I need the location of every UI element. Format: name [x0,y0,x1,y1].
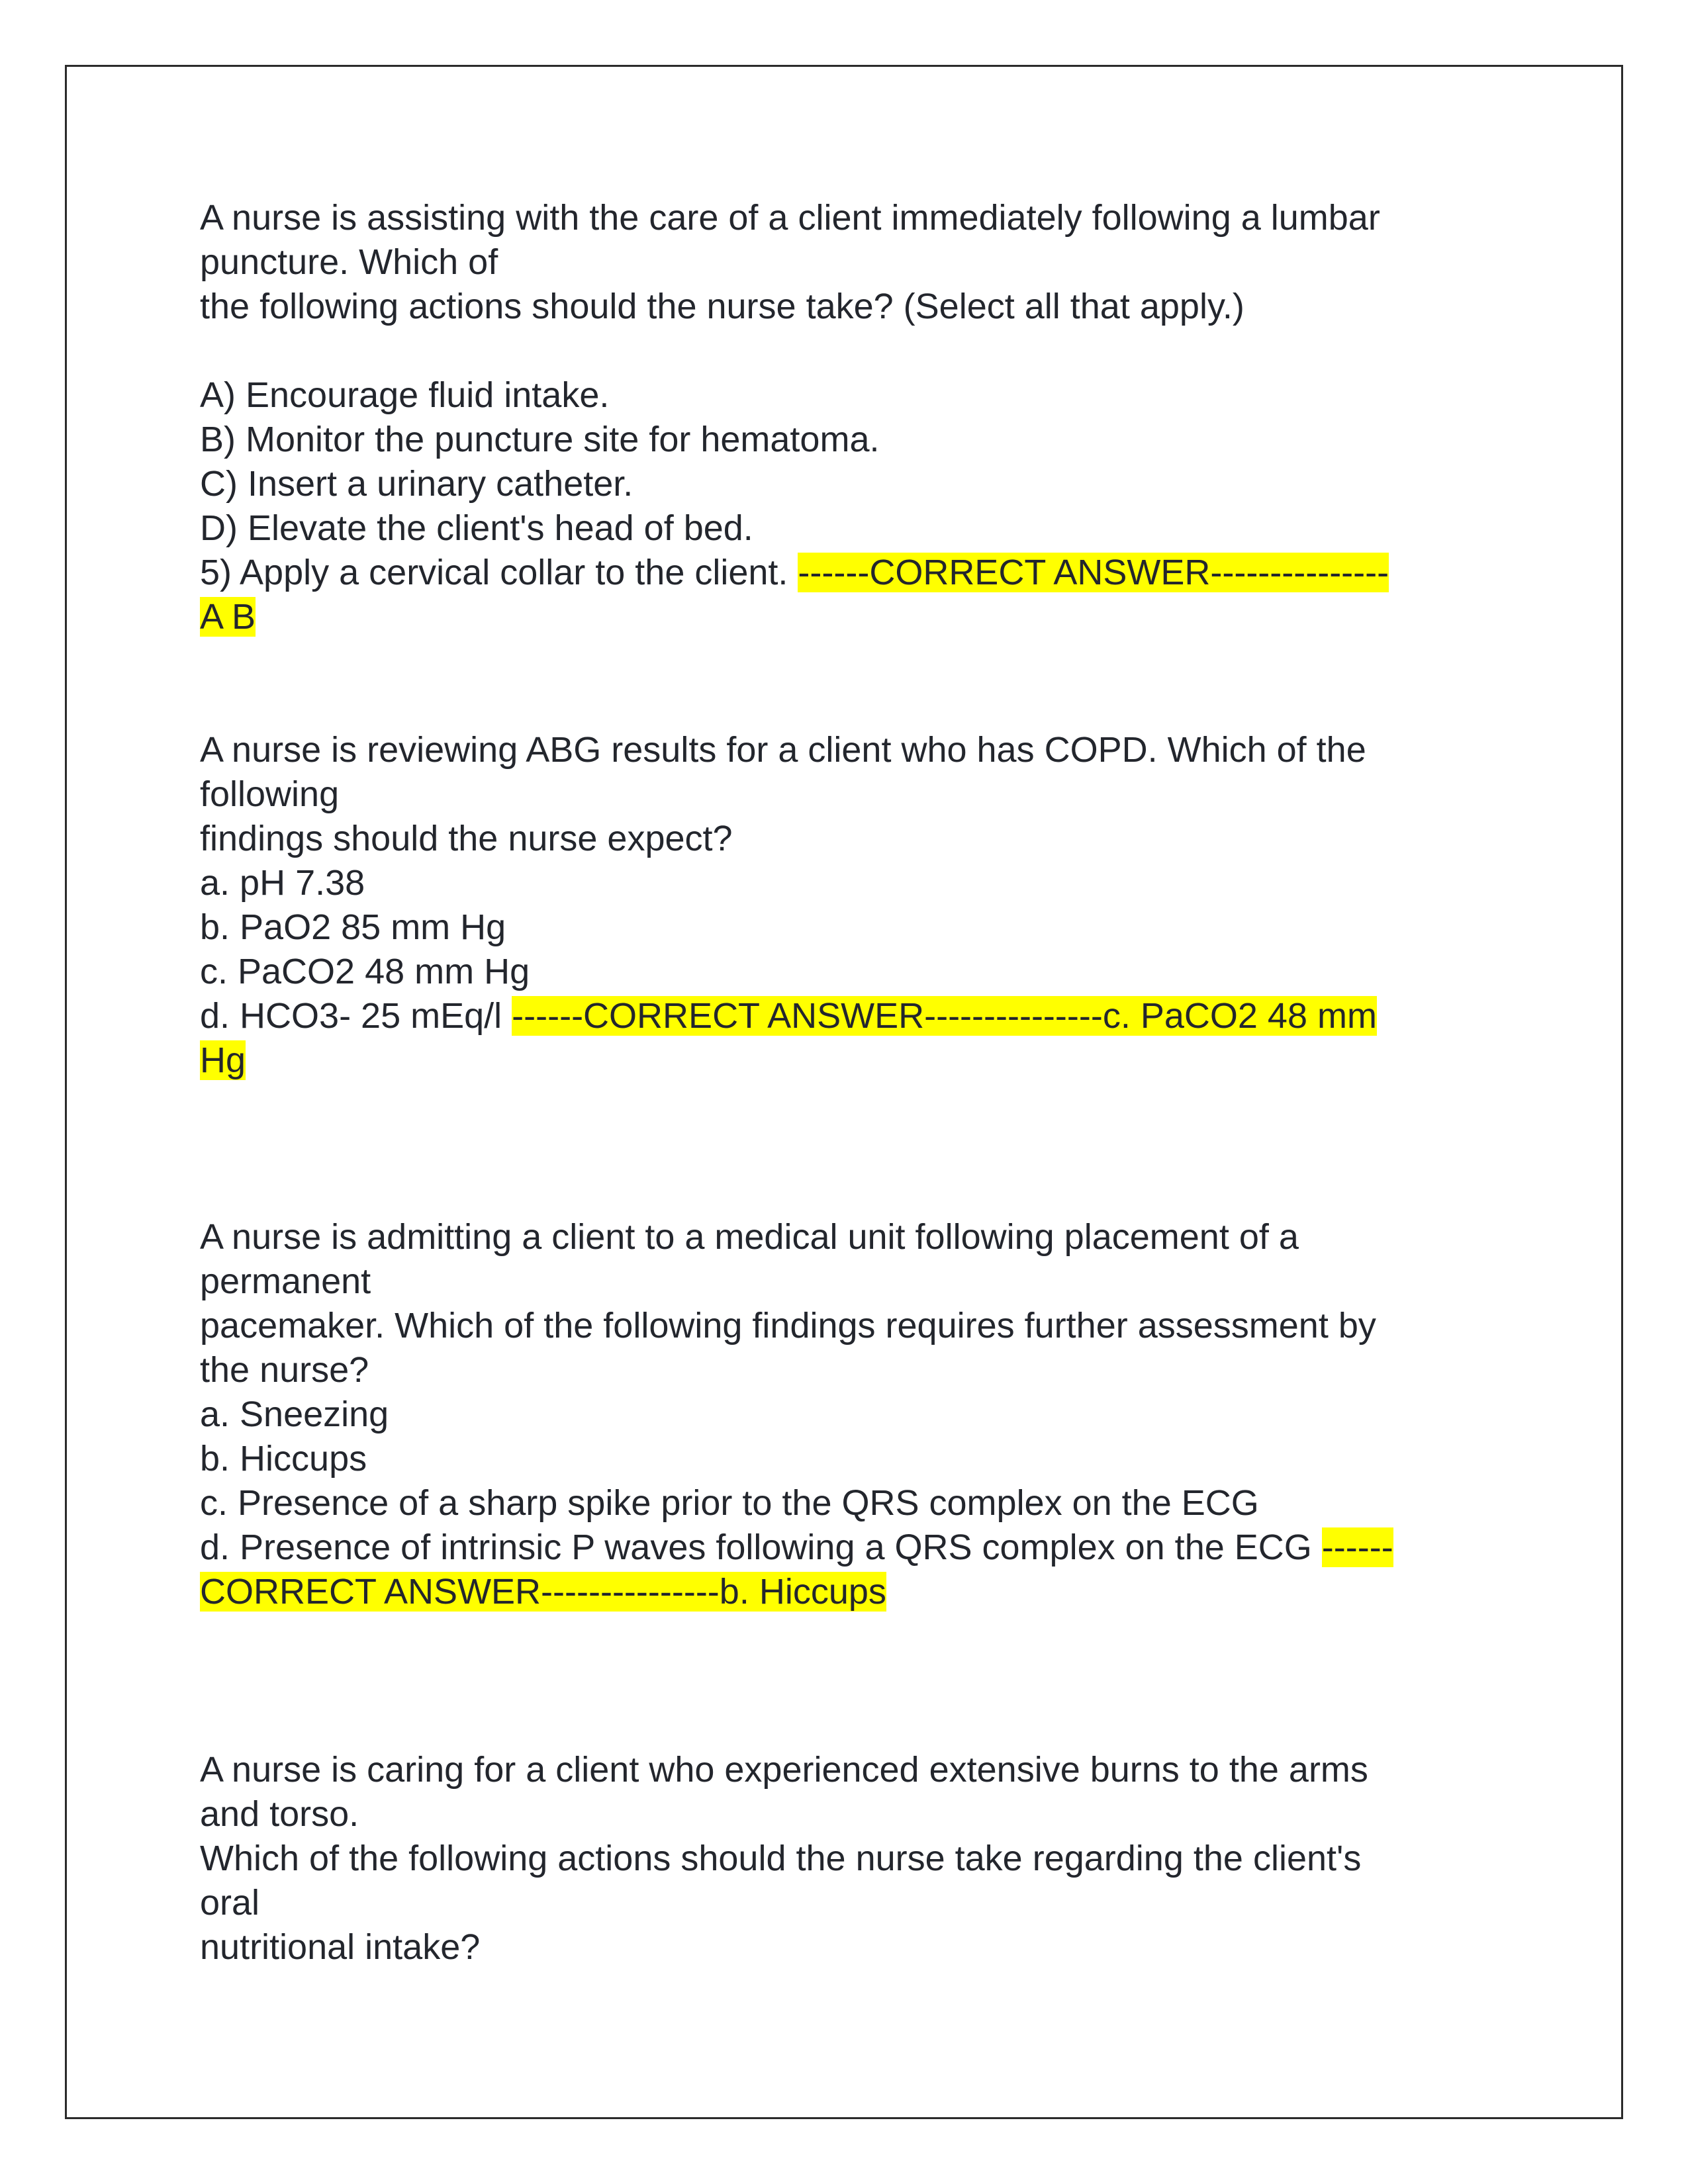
spacer [200,329,1497,373]
question-2-answer-highlight: ------CORRECT ANSWER---------------c. PaCO2 48 mm [512,996,1377,1036]
question-2-stem-line-1: A nurse is reviewing ABG results for a client who has COPD. Which of the [200,730,1366,770]
question-1 [200,196,1497,639]
question-3-stem-line-1: A nurse is admitting a client to a medical unit following placement of a [200,1217,1299,1257]
question-2-stem-line-2: following [200,774,340,814]
question-4-stem-line-4: oral [200,1883,260,1923]
question-1-answer-value: A B [200,597,256,637]
question-1-option-a: A) Encourage fluid intake. [200,375,610,415]
question-3-stem-line-4: the nurse? [200,1350,369,1390]
question-2 [200,728,1497,1083]
question-3-answer-line [200,1570,1497,1614]
question-1-option-b: B) Monitor the puncture site for hematoma. [200,420,880,459]
question-2-option-d: d. HCO3- 25 mEq/l [200,996,512,1036]
question-2-option-b: b. PaO2 85 mm Hg [200,907,506,947]
question-2-option-c: c. PaCO2 48 mm Hg [200,952,530,991]
question-1-answer-highlight: ------CORRECT ANSWER--------------- [798,553,1389,592]
question-3-option-c: c. Presence of a sharp spike prior to the QRS complex on the ECG [200,1483,1259,1523]
question-2-stem-line-3: findings should the nurse expect? [200,819,733,858]
question-2-option-a: a. pH 7.38 [200,863,365,903]
question-1-option-c: C) Insert a urinary catheter. [200,464,633,504]
question-3-option-b: b. Hiccups [200,1439,367,1479]
question-1-option-d: D) Elevate the client's head of bed. [200,508,753,548]
question-1-option-5: 5) Apply a cervical collar to the client. [200,553,798,592]
question-1-stem-line-3: the following actions should the nurse take? (Select all that apply.) [200,287,1244,326]
question-3-answer-highlight: ------ [1321,1527,1393,1567]
question-1-stem-line-1: A nurse is assisting with the care of a client immediately following a lumbar [200,198,1380,238]
question-2-answer-value: Hg [200,1040,246,1080]
question-4-stem-line-5: nutritional intake? [200,1927,481,1967]
question-1-option-5-line [200,551,1497,595]
question-4-stem-line-2: and torso. [200,1794,359,1834]
question-2-answer-line [200,1038,1497,1083]
question-4 [200,1748,1497,1970]
question-1-stem-line-2: puncture. Which of [200,242,498,282]
question-3-stem-line-2: permanent [200,1261,371,1301]
question-3-answer-value: CORRECT ANSWER---------------b. Hiccups [200,1572,886,1612]
question-3-option-a: a. Sneezing [200,1394,389,1434]
question-3 [200,1215,1497,1614]
question-1-answer-line [200,595,1497,639]
question-4-stem-line-1: A nurse is caring for a client who experienced extensive burns to the arms [200,1750,1368,1790]
question-3-option-d-line [200,1525,1497,1570]
question-3-option-d: d. Presence of intrinsic P waves following a QRS complex on the ECG [200,1527,1322,1567]
question-2-option-d-line [200,994,1497,1038]
question-3-stem-line-3: pacemaker. Which of the following findings requires further assessment by [200,1306,1376,1345]
question-4-stem-line-3: Which of the following actions should the nurse take regarding the client's [200,1839,1362,1878]
